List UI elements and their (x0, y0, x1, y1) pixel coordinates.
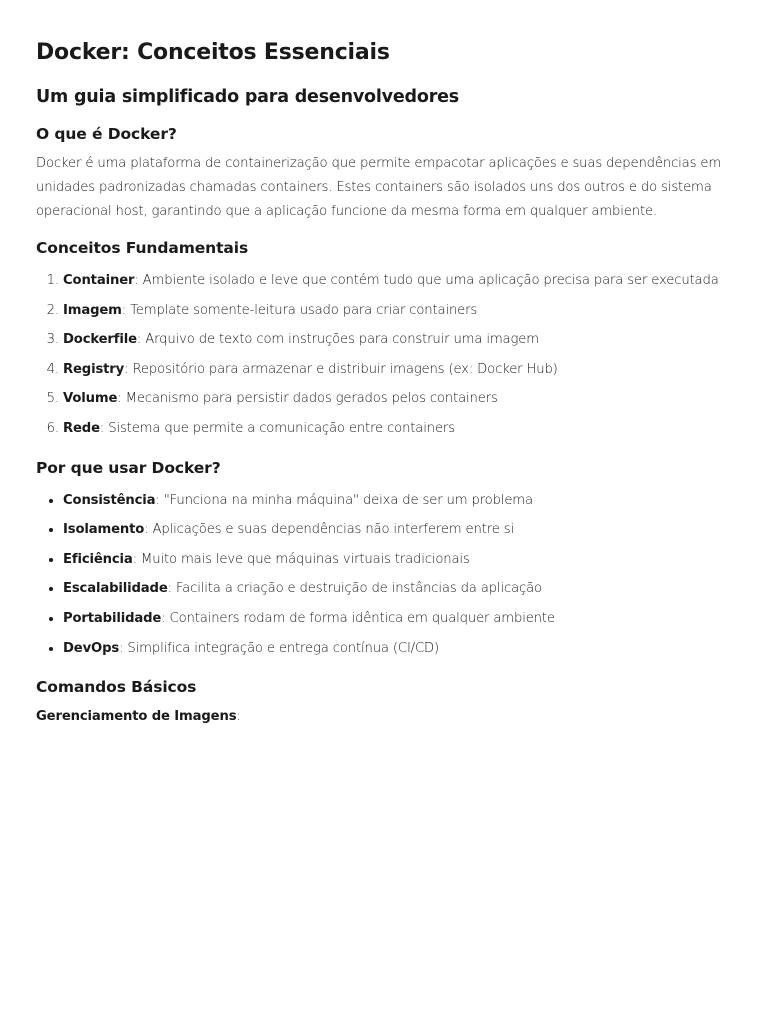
list-item (63, 574, 732, 604)
list-item-term: DevOps (63, 640, 120, 656)
list-item (63, 604, 732, 634)
list-item-desc: : Ambiente isolado e leve que contém tudo que uma aplicação precisa para ser executada (134, 273, 719, 288)
list-item-term: Imagem (63, 302, 122, 318)
list-item-desc: : Facilita a criação e destruição de instâncias da aplicação (167, 581, 542, 597)
section-heading-why: Por que usar Docker? (36, 458, 221, 477)
list-item-term: Eficiência (63, 551, 133, 567)
list-item-desc: : Muito mais leve que máquinas virtuais tradicionais (132, 551, 470, 567)
fundamentals-list (36, 266, 732, 444)
list-item-term: Rede (63, 420, 100, 436)
list-item-term: Escalabilidade (63, 581, 168, 597)
list-item (63, 634, 732, 664)
list-item-desc: : Simplifica integração e entrega contínua (CI/CD) (119, 640, 440, 656)
list-item-term: Volume (63, 391, 118, 407)
why-list (36, 486, 732, 664)
list-item (63, 384, 732, 414)
image-management-label (36, 705, 732, 729)
section-heading-fundamentals: Conceitos Fundamentais (36, 239, 249, 257)
list-item-term: Consistência (63, 492, 156, 508)
list-item (63, 414, 732, 444)
list-item-desc: : Mecanismo para persistir dados gerados pelos containers (117, 391, 498, 407)
list-item-term: Container (63, 273, 135, 288)
list-item (63, 515, 732, 545)
list-item-desc: : "Funciona na minha máquina" deixa de ser um problema (155, 492, 533, 508)
list-item (63, 486, 732, 516)
list-item-term: Registry (63, 361, 125, 377)
image-management-term: Gerenciamento de Imagens (36, 709, 237, 725)
list-item-term: Portabilidade (63, 610, 162, 626)
document-subtitle: Um guia simplificado para desenvolvedores (36, 87, 460, 107)
list-item-desc: : Template somente-leitura usado para criar containers (121, 302, 478, 318)
list-item-desc: : Repositório para armazenar e distribuir imagens (ex: Docker Hub) (124, 361, 558, 377)
what-is-paragraph: Docker é uma plataforma de containerização que permite empacotar aplicações e suas dependências em unidades padronizadas chamadas containers. Estes containers são isolados uns dos outros e do sistema operacional host, garantindo que a aplicação funcione da mesma forma em qualquer ambiente. (36, 156, 722, 219)
list-item (63, 355, 732, 385)
list-item-term: Dockerfile (63, 332, 137, 348)
section-heading-commands: Comandos Básicos (36, 678, 197, 697)
list-item (63, 325, 732, 355)
list-item-desc: : Sistema que permite a comunicação entre containers (99, 420, 455, 436)
list-item (63, 296, 732, 326)
list-item (63, 266, 732, 296)
document-title: Docker: Conceitos Essenciais (36, 40, 390, 65)
section-heading-what-is: O que é Docker? (36, 125, 177, 143)
list-item-term: Isolamento (63, 522, 145, 538)
list-item-desc: : Arquivo de texto com instruções para construir uma imagem (136, 332, 539, 348)
list-item-desc: : Aplicações e suas dependências não interferem entre si (144, 522, 514, 538)
list-item-desc: : Containers rodam de forma idêntica em qualquer ambiente (161, 610, 555, 626)
image-management-suffix: : (236, 709, 241, 725)
list-item (63, 545, 732, 575)
